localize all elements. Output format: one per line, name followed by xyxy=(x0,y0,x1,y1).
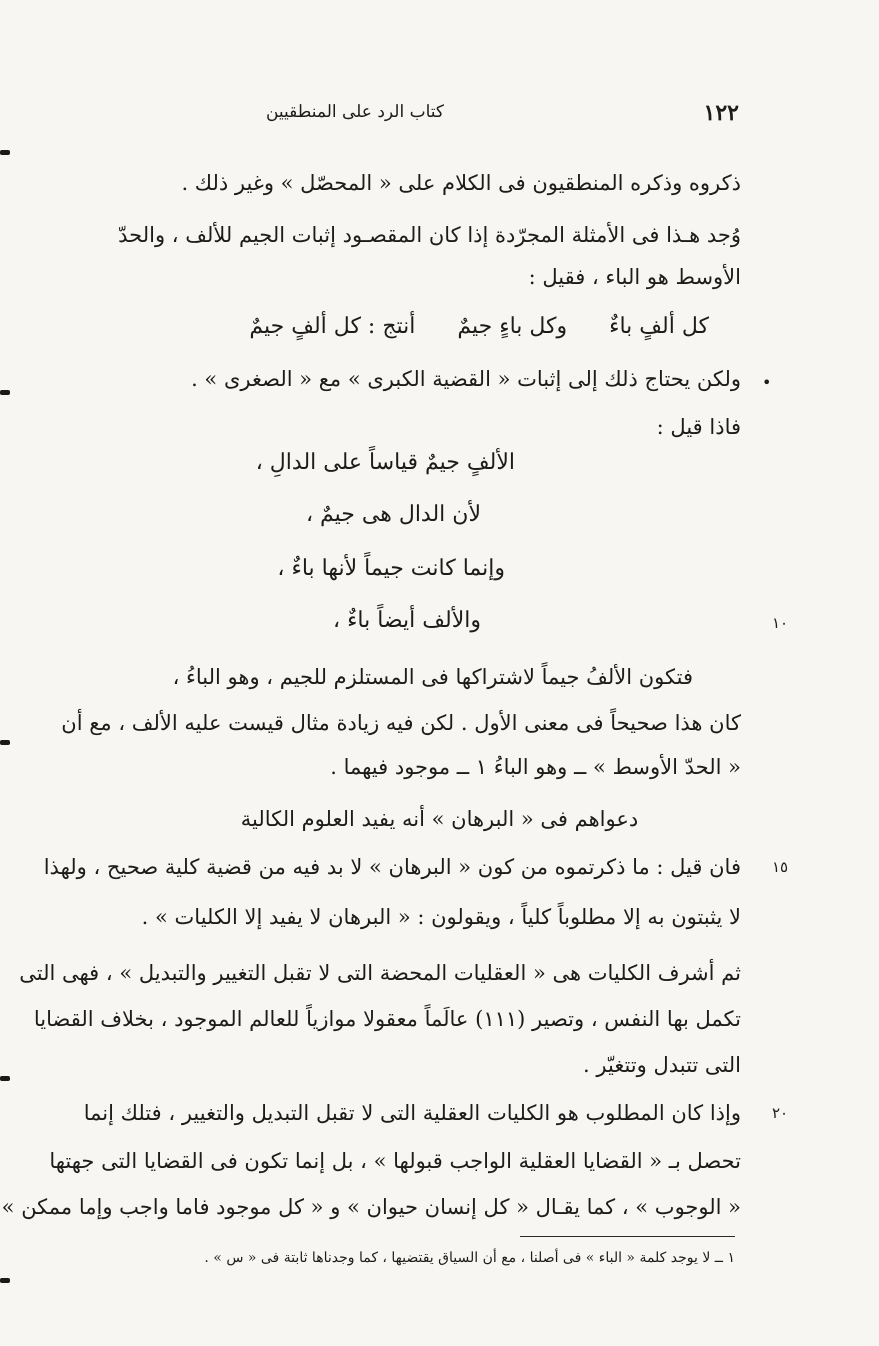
scan-edge-mark xyxy=(0,740,10,745)
scan-edge-mark xyxy=(0,390,10,395)
syllogism-line: كل ألفٍ باءٌ وكل باءٍ جيمٌ أنتج : كل ألفٍ جيمٌ xyxy=(249,314,709,339)
text-line: ثم أشرف الكليات هى « العقليات المحضة التى لا تقبل التغيير والتبديل » ، فهى التى xyxy=(19,961,741,985)
text-line: فاذا قيل : xyxy=(656,415,741,439)
text-line: التى تتبدل وتتغيّر . xyxy=(583,1053,741,1077)
verse-line: الألفٍ جيمٌ قياساً على الدالِ ، xyxy=(255,450,515,475)
verse-line: وإنما كانت جيماً لأنها باءٌ ، xyxy=(277,556,505,581)
text-line: ولكن يحتاج ذلك إلى إثبات « القضية الكبرى » مع « الصغرى » . xyxy=(191,367,741,391)
verse-line: والألف أيضاً باءٌ ، xyxy=(332,608,481,633)
text-line: الأوسط هو الباء ، فقيل : xyxy=(528,265,741,289)
text-line: وُجد هـذا فى الأمثلة المجرّدة إذا كان المقصـود إثبات الجيم للألف ، والحدّ xyxy=(118,223,741,247)
text-line: وإذا كان المطلوب هو الكليات العقلية التى لا تقبل التبديل والتغيير ، فتلك إنما xyxy=(83,1101,741,1125)
scan-edge-mark xyxy=(0,1278,10,1283)
line-number-15: ١٥ xyxy=(771,858,789,876)
text-line: فتكون الألفُ جيماً لاشتراكها فى المستلزم للجيم ، وهو الباءُ ، xyxy=(172,665,693,689)
line-number-20: ٢٠ xyxy=(771,1104,789,1122)
text-line: تحصل بـ « القضايا العقلية الواجب قبولها » ، بل إنما تكون فى القضايا التى جهتها xyxy=(49,1149,741,1173)
text-line: « الوجوب » ، كما يقـال « كل إنسان حيوان » و « كل موجود فاما واجب وإما ممكن » xyxy=(1,1195,741,1219)
scan-edge-mark xyxy=(0,150,10,155)
text-line: تكمل بها النفس ، وتصير (١١١) عالَماً معقولا موازياً للعالم الموجود ، بخلاف القضايا xyxy=(33,1007,741,1031)
footnote-divider xyxy=(520,1236,735,1237)
scan-edge-mark xyxy=(0,1076,10,1081)
line-marker-dot: • xyxy=(762,373,772,392)
running-header-title: كتاب الرد على المنطقيين xyxy=(265,102,445,122)
text-line: فان قيل : ما ذكرتموه من كون « البرهان » لا بد فيه من قضية كلية صحيح ، ولهذا xyxy=(43,855,741,879)
page-number: ١٢٢ xyxy=(703,100,739,126)
text-line: لا يثبتون به إلا مطلوباً كلياً ، ويقولون : « البرهان لا يفيد إلا الكليات » . xyxy=(141,905,741,929)
section-heading: دعواهم فى « البرهان » أنه يفيد العلوم الكالية xyxy=(240,807,639,831)
text-line: كان هذا صحيحاً فى معنى الأول . لكن فيه زيادة مثال قيست عليه الألف ، مع أن xyxy=(61,711,741,735)
footnote: ١ ــ لا يوجد كلمة « الباء » فى أصلنا ، مع أن السياق يقتضيها ، كما وجدناها ثابتة فى « س » . xyxy=(204,1250,735,1266)
text-line: ذكروه وذكره المنطقيون فى الكلام على « المحصّل » وغير ذلك . xyxy=(181,171,741,195)
text-line: « الحدّ الأوسط » ــ وهو الباءُ ١ ــ موجود فيهما . xyxy=(330,755,741,779)
verse-line: لأن الدال هى جيمٌ ، xyxy=(305,502,481,527)
line-number-10: ١٠ xyxy=(771,614,789,632)
